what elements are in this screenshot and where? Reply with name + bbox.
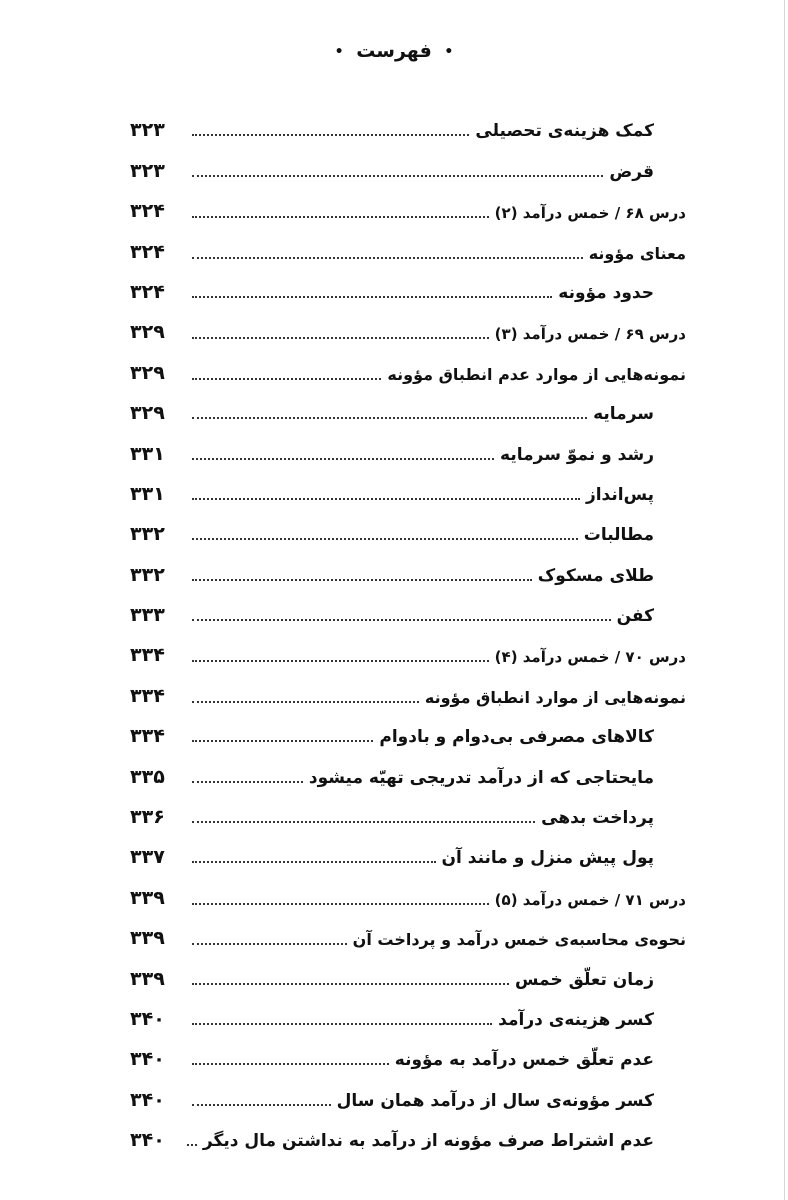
toc-entry-title: کسر هزینه‌ی درآمد <box>498 1009 654 1030</box>
toc-entry-line <box>192 204 686 222</box>
toc-entry-title: درس ۷۰ / خمس درآمد (۴) <box>494 648 686 667</box>
toc-entry-line <box>192 404 686 424</box>
toc-dot-leader <box>192 498 580 500</box>
toc-entry-line <box>192 930 686 949</box>
toc-page-number: ۳۳۲ <box>130 523 165 546</box>
toc-dot-leader <box>187 1144 197 1146</box>
toc-entry <box>130 430 686 470</box>
toc-page-number: ۳۲۹ <box>130 361 165 384</box>
toc-entry <box>130 269 686 309</box>
toc-entry <box>130 794 686 834</box>
toc-entry <box>130 471 686 511</box>
toc-entry-line <box>192 848 686 868</box>
toc-page-number: ۳۳۴ <box>130 644 165 667</box>
toc-entry-line <box>192 566 686 586</box>
toc-dot-leader <box>192 257 583 259</box>
toc-dot-leader <box>192 781 303 783</box>
toc-dot-leader <box>192 417 587 419</box>
toc-entry-title: قرض <box>609 161 654 182</box>
toc-entry <box>130 915 686 955</box>
toc-entry-line <box>192 727 686 747</box>
toc-entry-line <box>192 1091 686 1111</box>
toc-entry-title: معنای مؤونه <box>588 243 686 263</box>
toc-dot-leader <box>192 701 419 703</box>
toc-entry-title: عدم اشتراط صرف مؤونه از درآمد به نداشتن مال دیگر <box>202 1131 654 1152</box>
toc-page-number: ۳۳۱ <box>130 442 165 465</box>
toc-page-number: ۳۳۹ <box>130 886 165 909</box>
toc-entry-line <box>192 606 686 626</box>
toc-entry <box>130 511 686 551</box>
toc-entry-title: حدود مؤونه <box>558 282 654 303</box>
toc-entry-title: سرمایه <box>593 404 654 425</box>
toc-entry <box>130 147 686 187</box>
toc-page-number: ۳۳۴ <box>130 684 165 707</box>
toc-entry-title: نمونه‌هایی از موارد عدم انطباق مؤونه <box>387 364 686 384</box>
toc-page-number: ۳۲۴ <box>130 240 165 263</box>
toc-page-number: ۳۲۳ <box>130 159 165 182</box>
toc-entry <box>130 309 686 349</box>
toc-entry-title: درس ۶۹ / خمس درآمد (۳) <box>494 325 686 344</box>
page-title: فهرست <box>356 40 432 62</box>
toc-entry <box>130 1076 686 1116</box>
toc-page-number: ۳۳۴ <box>130 725 165 748</box>
toc-page-number: ۳۳۳ <box>130 604 165 627</box>
toc-entry-title: پول پیش منزل و مانند آن <box>441 848 654 869</box>
toc-entry <box>130 834 686 874</box>
toc-dot-leader <box>192 1104 331 1106</box>
toc-entry <box>130 713 686 753</box>
toc-entry-title: کالاهای مصرفی بی‌دوام و بادوام <box>379 727 654 748</box>
toc-entry-line <box>192 808 686 828</box>
toc-page-number: ۳۲۹ <box>130 402 165 425</box>
toc-entry <box>130 672 686 712</box>
toc-dot-leader <box>192 983 509 985</box>
toc-dot-leader <box>192 740 373 742</box>
page-edge-line <box>784 0 785 1200</box>
toc-entry-title: کفن <box>616 606 654 627</box>
toc-dot-leader <box>192 861 436 863</box>
toc-dot-leader <box>192 296 552 298</box>
toc-dot-leader <box>192 337 489 339</box>
toc-entry-line <box>192 525 686 545</box>
toc-entry <box>130 188 686 228</box>
toc-entry <box>130 349 686 389</box>
toc-entry <box>130 996 686 1036</box>
toc-dot-leader <box>192 1023 492 1025</box>
toc-entry <box>130 632 686 672</box>
toc-entry-title: درس ۶۸ / خمس درآمد (۲) <box>494 204 686 223</box>
toc-entry <box>130 955 686 995</box>
toc-dot-leader <box>192 1063 389 1065</box>
toc-entry-line <box>192 768 686 788</box>
toc-dot-leader <box>192 903 489 905</box>
toc-entry <box>130 390 686 430</box>
toc-entry-line <box>192 283 686 303</box>
toc-page-number: ۳۲۴ <box>130 280 165 303</box>
toc-page-number: ۳۳۹ <box>130 927 165 950</box>
toc-entry <box>130 551 686 591</box>
toc-dot-leader <box>192 538 578 540</box>
toc-entry-title: زمان تعلّق خمس <box>515 969 654 990</box>
toc-entry-line <box>192 445 686 465</box>
toc-dot-leader <box>192 175 603 177</box>
toc-entry-title: کمک هزینه‌ی تحصیلی <box>475 121 654 142</box>
toc-entry-line <box>192 244 686 263</box>
toc-entry <box>130 228 686 268</box>
toc-entry <box>130 1117 686 1157</box>
toc-entry-title: نحوه‌ی محاسبه‌ی خمس درآمد و پرداخت آن <box>352 930 686 950</box>
toc-entry-line <box>192 891 686 909</box>
toc-entry <box>130 107 686 147</box>
toc-page-number: ۳۲۹ <box>130 321 165 344</box>
page-header <box>0 40 788 62</box>
toc-entry-line <box>192 365 686 384</box>
header-bullet-right: • <box>444 43 454 60</box>
toc-dot-leader <box>192 579 532 581</box>
toc-entry-title: مایحتاجی که از درآمد تدریجی تهیّه میشود <box>308 767 654 788</box>
table-of-contents <box>130 107 686 1157</box>
toc-page-number: ۳۴۰ <box>130 1007 165 1030</box>
toc-entry-title: مطالبات <box>583 525 654 546</box>
toc-entry-title: نمونه‌هایی از موارد انطباق مؤونه <box>424 687 686 707</box>
toc-page-number: ۳۳۵ <box>130 765 165 788</box>
toc-dot-leader <box>192 660 489 662</box>
toc-entry-title: طلای مسکوک <box>537 565 654 586</box>
toc-entry-line <box>192 162 686 182</box>
toc-entry-line <box>192 688 686 707</box>
toc-page-number: ۳۲۳ <box>130 119 165 142</box>
toc-entry-line <box>192 121 686 141</box>
toc-page-number: ۳۳۲ <box>130 563 165 586</box>
toc-entry-title: کسر مؤونه‌ی سال از درآمد همان سال <box>336 1090 654 1111</box>
toc-page-number: ۳۴۰ <box>130 1088 165 1111</box>
toc-entry-line <box>192 1010 686 1030</box>
toc-dot-leader <box>192 821 535 823</box>
toc-entry-line <box>192 1131 686 1151</box>
toc-entry-title: پس‌انداز <box>585 484 654 505</box>
toc-entry-title: عدم تعلّق خمس درآمد به مؤونه <box>394 1050 654 1071</box>
toc-entry-title: پرداخت بدهی <box>541 808 654 829</box>
toc-page-number: ۳۲۴ <box>130 200 165 223</box>
toc-page-number: ۳۴۰ <box>130 1048 165 1071</box>
toc-entry <box>130 592 686 632</box>
header-bullet-left: • <box>334 43 344 60</box>
toc-dot-leader <box>192 943 347 945</box>
toc-dot-leader <box>192 134 469 136</box>
toc-dot-leader <box>192 619 611 621</box>
toc-dot-leader <box>192 458 494 460</box>
toc-entry <box>130 874 686 914</box>
toc-entry-line <box>192 325 686 343</box>
toc-entry-title: رشد و نموّ سرمایه <box>500 444 654 465</box>
toc-page-number: ۳۳۹ <box>130 967 165 990</box>
toc-dot-leader <box>192 216 489 218</box>
toc-entry <box>130 1036 686 1076</box>
toc-entry-line <box>192 485 686 505</box>
toc-entry-title: درس ۷۱ / خمس درآمد (۵) <box>494 890 686 909</box>
toc-page-number: ۳۳۷ <box>130 846 165 869</box>
toc-entry <box>130 753 686 793</box>
toc-entry-line <box>192 970 686 990</box>
toc-page-number: ۳۴۰ <box>130 1129 165 1152</box>
toc-page-number: ۳۳۶ <box>130 806 165 829</box>
toc-entry-line <box>192 648 686 666</box>
toc-entry-line <box>192 1050 686 1070</box>
toc-page-number: ۳۳۱ <box>130 482 165 505</box>
toc-dot-leader <box>192 378 381 380</box>
